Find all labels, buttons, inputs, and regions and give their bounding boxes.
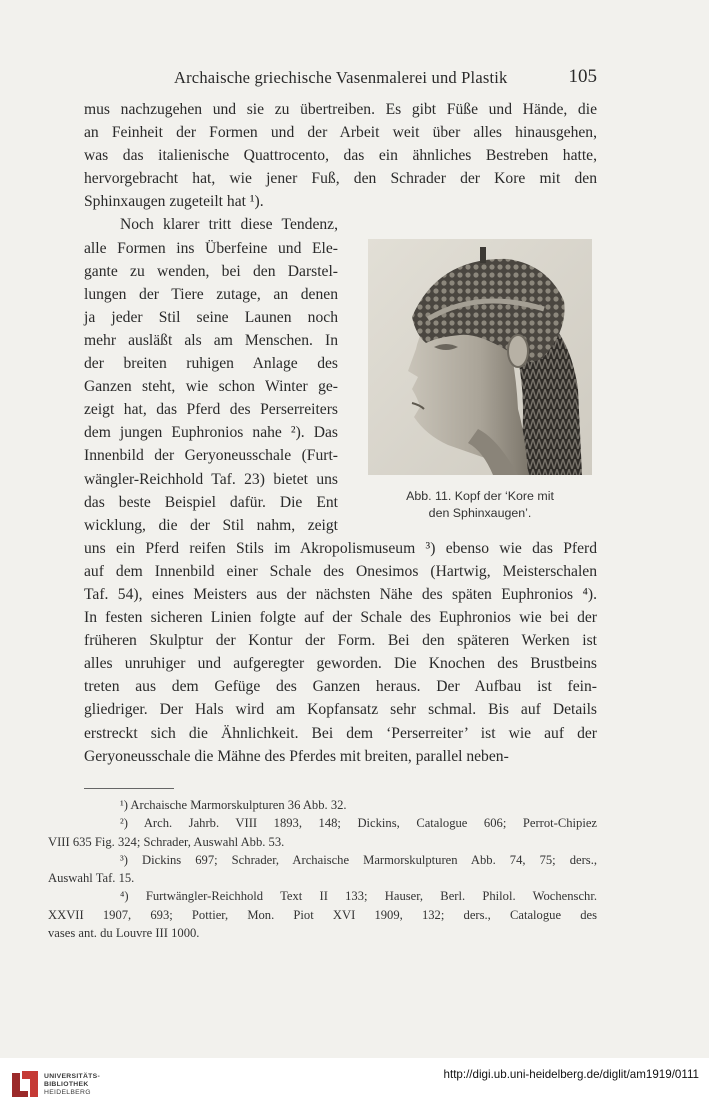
footnote-line: vases ant. du Louvre III 1000.: [48, 926, 200, 941]
body-line: gliedriger. Der Hals wird am Kopfansatz sehr schmal. Bis auf Details: [84, 701, 597, 719]
figure-caption: [374, 488, 586, 522]
sculpture-head-illustration: [368, 239, 592, 475]
body-line: alle Formen ins Überfeine und Ele-: [84, 239, 338, 257]
body-line: dem jungen Euphronios nahe ²). Das: [84, 424, 338, 442]
footnote-line: Auswahl Taf. 15.: [48, 871, 135, 886]
figure-image: [368, 239, 592, 475]
page-header: [84, 68, 597, 92]
body-line: Innenbild der Geryoneusschale (Furt-: [84, 447, 338, 465]
page-number: 105: [568, 66, 597, 87]
footnote-line: ²) Arch. Jahrb. VIII 1893, 148; Dickins, Catalogue 606; Perrot-Chipiez: [120, 816, 597, 831]
body-line: gante zu wenden, bei den Darstel-: [84, 262, 338, 280]
body-line: früheren Skulptur der Kontur der Form. Bei den späteren Werken ist: [84, 632, 597, 650]
library-footer: [0, 1058, 709, 1112]
running-title: Archaische griechische Vasenmalerei und Plastik: [174, 68, 508, 87]
body-line: was das italienische Quattrocento, das ein ähnliches Bestreben hatte,: [84, 147, 597, 165]
body-line: auf dem Innenbild einer Schale des Onesimos (Hartwig, Meisterschalen: [84, 562, 597, 580]
body-line: In festen sicheren Linien folgte auf der Schale des Euphronios wie bei der: [84, 609, 597, 627]
body-line: wicklung, die der Stil nahm, zeigt: [84, 516, 338, 534]
body-line: zeigt hat, das Pferd des Perserreiters: [84, 401, 338, 419]
footnote-line: ³) Dickins 697; Schrader, Archaische Marmorskulpturen Abb. 74, 75; ders.,: [120, 852, 597, 867]
footnote-line: ¹) Archaische Marmorskulpturen 36 Abb. 32.: [120, 798, 347, 812]
caption-line: den Sphinxaugen’.: [428, 506, 532, 520]
body-line: erstreckt sich die Ähnlichkeit. Bei dem ‘Perserreiter’ ist wie auf der: [84, 724, 597, 742]
body-line: Ganzen steht, wie schon Winter ge-: [84, 378, 338, 396]
body-line: mehr ausläßt als am Menschen. In: [84, 331, 338, 349]
body-line: Sphinxaugen zugeteilt hat ¹).: [84, 193, 264, 211]
footnote-line: XXVII 1907, 693; Pottier, Mon. Piot XVI 1909, 132; ders., Catalogue des: [48, 907, 597, 922]
body-line: Geryoneusschale die Mähne des Pferdes mit breiten, parallel neben-: [84, 747, 509, 765]
body-line: ja jeder Stil seine Launen noch: [84, 308, 338, 326]
footnote: [48, 887, 597, 942]
body-line: lungen der Tiere zutage, an denen: [84, 285, 338, 303]
footnote: [48, 851, 597, 888]
footnote-line: VIII 635 Fig. 324; Schrader, Auswahl Abb. 53.: [48, 834, 285, 849]
body-line: wängler-Reichhold Taf. 23) bietet uns: [84, 470, 338, 488]
body-line: an Feinheit der Formen und der Arbeit weit über alles hinausgehen,: [84, 124, 597, 142]
body-line: das beste Beispiel dafür. Die Ent: [84, 493, 338, 511]
body-line: Taf. 54), eines Meisters aus der nächsten Nähe des späten Euphronios ⁴).: [84, 585, 597, 603]
university-library-logo-icon: [8, 1067, 42, 1101]
footnote-separator: [84, 788, 174, 789]
caption-line: Abb. 11. Kopf der ‘Kore mit: [406, 489, 554, 503]
source-url-link[interactable]: http://digi.ub.uni-heidelberg.de/diglit/am1919/0111: [443, 1068, 699, 1081]
figure-kore-head: [368, 239, 592, 475]
body-line: uns ein Pferd reifen Stils im Akropolismuseum ³) ebenso wie das Pferd: [84, 539, 597, 557]
body-line: alles unruhiger und aufgeregter geworden. Die Knochen des Brustbeins: [84, 655, 597, 673]
footnote: [48, 814, 597, 851]
library-name-line: UNIVERSITÄTS-: [44, 1073, 101, 1080]
library-name: [44, 1073, 100, 1097]
library-name-line: BIBLIOTHEK: [44, 1081, 89, 1088]
body-line: treten aus dem Gefüge des Ganzen heraus. Der Aufbau ist fein-: [84, 678, 597, 696]
body-line: hervorgebracht hat, wie jener Fuß, den Schrader der Kore mit den: [84, 170, 597, 188]
footnotes: [48, 796, 597, 942]
footnote-line: ⁴) Furtwängler-Reichhold Text II 133; Hauser, Berl. Philol. Wochenschr.: [120, 889, 597, 904]
body-line: Noch klarer tritt diese Tendenz,: [120, 216, 338, 234]
body-line: der breiten ruhigen Anlage des: [84, 355, 338, 373]
library-city: HEIDELBERG: [44, 1089, 91, 1096]
footnote: [84, 796, 597, 814]
body-line: mus nachzugehen und sie zu übertreiben. Es gibt Füße und Hände, die: [84, 101, 597, 118]
